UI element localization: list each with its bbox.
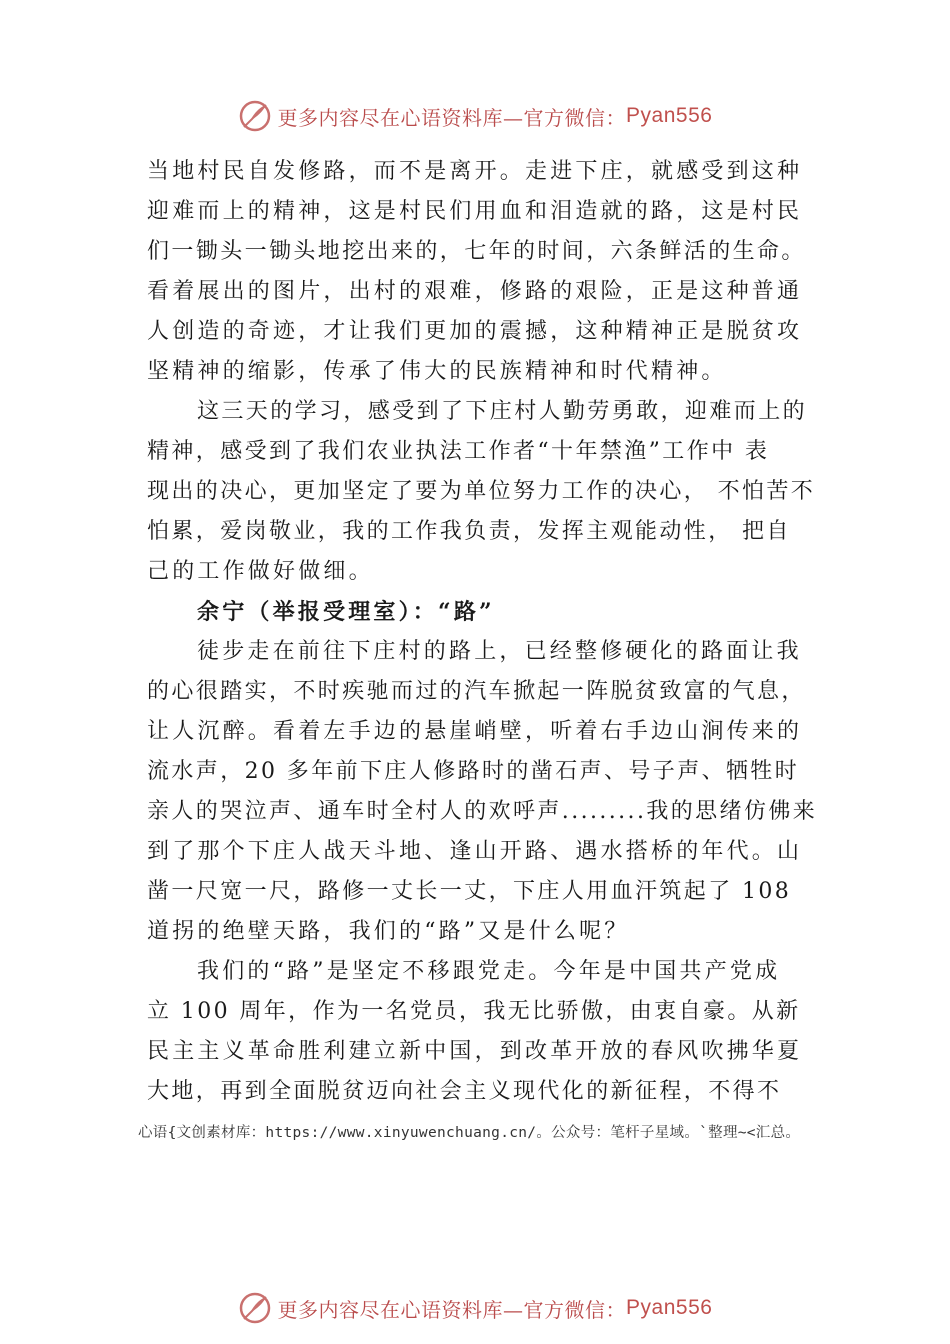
paragraph-start: 这三天的学习，感受到了下庄村人勤劳勇敢，迎难而上的	[197, 399, 808, 424]
paragraph-start: 徒步走在前往下庄村的路上，已经整修硬化的路面让我	[197, 639, 802, 664]
section-heading: 余宁（举报受理室）：“路”	[197, 599, 495, 625]
document-body	[147, 152, 817, 1112]
header-banner	[0, 96, 950, 136]
text-line: 亲人的哭泣声、通车时全村人的欢呼声.........我的思绪仿佛来	[147, 799, 818, 824]
text-line: 到了那个下庄人战天斗地、逢山开路、遇水搭桥的年代。山	[147, 839, 803, 864]
text-line: 当地村民自发修路，而不是离开。走进下庄，就感受到这种	[147, 159, 803, 184]
text-line: 道拐的绝壁天路，我们的“路”又是什么呢？	[147, 919, 630, 944]
text-line: 怕累，爱岗敬业，我的工作我负责，发挥主观能动性， 把自	[147, 519, 791, 544]
text-line: 凿一尺宽一尺，路修一丈长一丈，下庄人用血汗筑起了 108	[147, 879, 792, 904]
text-line: 大地，再到全面脱贫迈向社会主义现代化的新征程，不得不	[147, 1079, 782, 1104]
text-line: 己的工作做好做细。	[147, 559, 374, 584]
text-line: 坚精神的缩影，传承了伟大的民族精神和时代精神。	[147, 359, 727, 384]
text-line: 立 100 周年，作为一名党员，我无比骄傲，由衷自豪。从新	[147, 999, 801, 1024]
source-note: 心语{文创素材库：https://www.xinyuwenchuang.cn/。公众号：笔杆子星域。`整理~<汇总。	[138, 1125, 801, 1141]
text-line: 流水声，20 多年前下庄人修路时的凿石声、号子声、牺牲时	[147, 759, 800, 784]
wechat-id: Pyan556	[626, 104, 713, 127]
text-line: 精神，感受到了我们农业执法工作者“十年禁渔”工作中 表	[147, 439, 770, 464]
banner-text: 更多内容尽在心语资料库—官方微信：	[277, 1297, 627, 1322]
text-line: 现出的决心，更加坚定了要为单位努力工作的决心， 不怕苦不	[147, 479, 816, 504]
footer-banner	[0, 1288, 950, 1328]
quill-logo-icon	[238, 1291, 272, 1325]
wechat-id: Pyan556	[626, 1296, 713, 1319]
text-line: 人创造的奇迹，才让我们更加的震撼，这种精神正是脱贫攻	[147, 319, 803, 344]
text-line: 迎难而上的精神，这是村民们用血和泪造就的路，这是村民	[147, 199, 803, 224]
quill-logo-icon	[238, 99, 272, 133]
paragraph-start: 我们的“路”是坚定不移跟党走。今年是中国共产党成	[197, 959, 781, 984]
text-line: 的心很踏实，不时疾驰而过的汽车掀起一阵脱贫致富的气息，	[147, 679, 806, 704]
banner-text: 更多内容尽在心语资料库—官方微信：	[277, 105, 627, 130]
text-line: 民主主义革命胜利建立新中国，到改革开放的春风吹拂华夏	[147, 1039, 803, 1064]
text-line: 们一锄头一锄头地挖出来的，七年的时间，六条鲜活的生命。	[147, 239, 806, 264]
text-line: 让人沉醉。看着左手边的悬崖峭壁，听着右手边山涧传来的	[147, 719, 803, 744]
text-line: 看着展出的图片，出村的艰难，修路的艰险，正是这种普通	[147, 279, 803, 304]
